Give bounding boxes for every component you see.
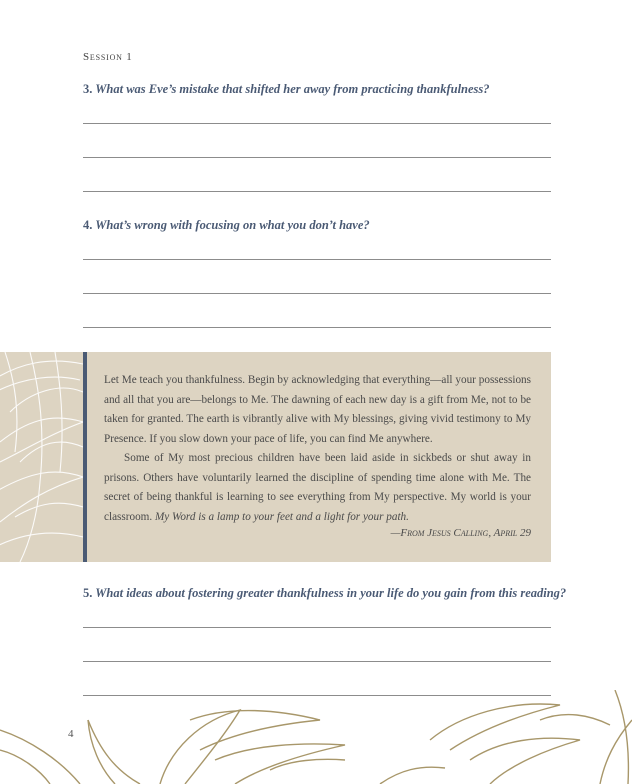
answer-line[interactable]	[83, 123, 551, 124]
answer-line[interactable]	[83, 259, 551, 260]
question-5	[83, 586, 566, 601]
quote-paragraph-2-text: Some of My most precious children have been laid aside in sickbeds or shut away in prisons. Others have voluntarily learned the discipline of spending time alone with Me. The secret of being thankful is learning to see everything from My perspective. My world is your classroom.	[104, 452, 531, 523]
answer-line[interactable]	[83, 191, 551, 192]
question-5-number: 5.	[83, 586, 93, 600]
question-4-number: 4.	[83, 218, 93, 232]
question-3	[83, 82, 490, 97]
answer-line[interactable]	[83, 627, 551, 628]
quote-attribution: —From Jesus Calling, April 29	[390, 527, 531, 539]
page-number: 4	[68, 728, 74, 740]
answer-line[interactable]	[83, 661, 551, 662]
quote-paragraph-2	[104, 449, 531, 527]
session-label: Session 1	[83, 51, 133, 63]
question-4-text: What’s wrong with focusing on what you don’t have?	[95, 218, 370, 232]
question-3-number: 3.	[83, 82, 93, 96]
answer-line[interactable]	[83, 327, 551, 328]
quote-paragraph-1: Let Me teach you thankfulness. Begin by acknowledging that everything—all your possessions and all that you are—belongs to Me. The dawning of each new day is a gift from Me, not to be taken for granted. The earth is vibrantly alive with My blessings, giving vivid testimony to My Presence. If you slow down your pace of life, you can find Me anywhere.	[104, 374, 531, 445]
quote-text	[104, 371, 531, 527]
question-5-text: What ideas about fostering greater thankfulness in your life do you gain from this reading?	[95, 586, 567, 600]
bottom-leaf-pattern-icon	[0, 690, 632, 784]
answer-line[interactable]	[83, 293, 551, 294]
question-4	[83, 218, 370, 233]
quote-accent-bar	[83, 352, 87, 562]
answer-line[interactable]	[83, 157, 551, 158]
leaf-pattern-icon	[0, 352, 83, 562]
quote-scripture: My Word is a lamp to your feet and a light for your path.	[154, 510, 409, 523]
question-3-text: What was Eve’s mistake that shifted her away from practicing thankfulness?	[95, 82, 490, 96]
